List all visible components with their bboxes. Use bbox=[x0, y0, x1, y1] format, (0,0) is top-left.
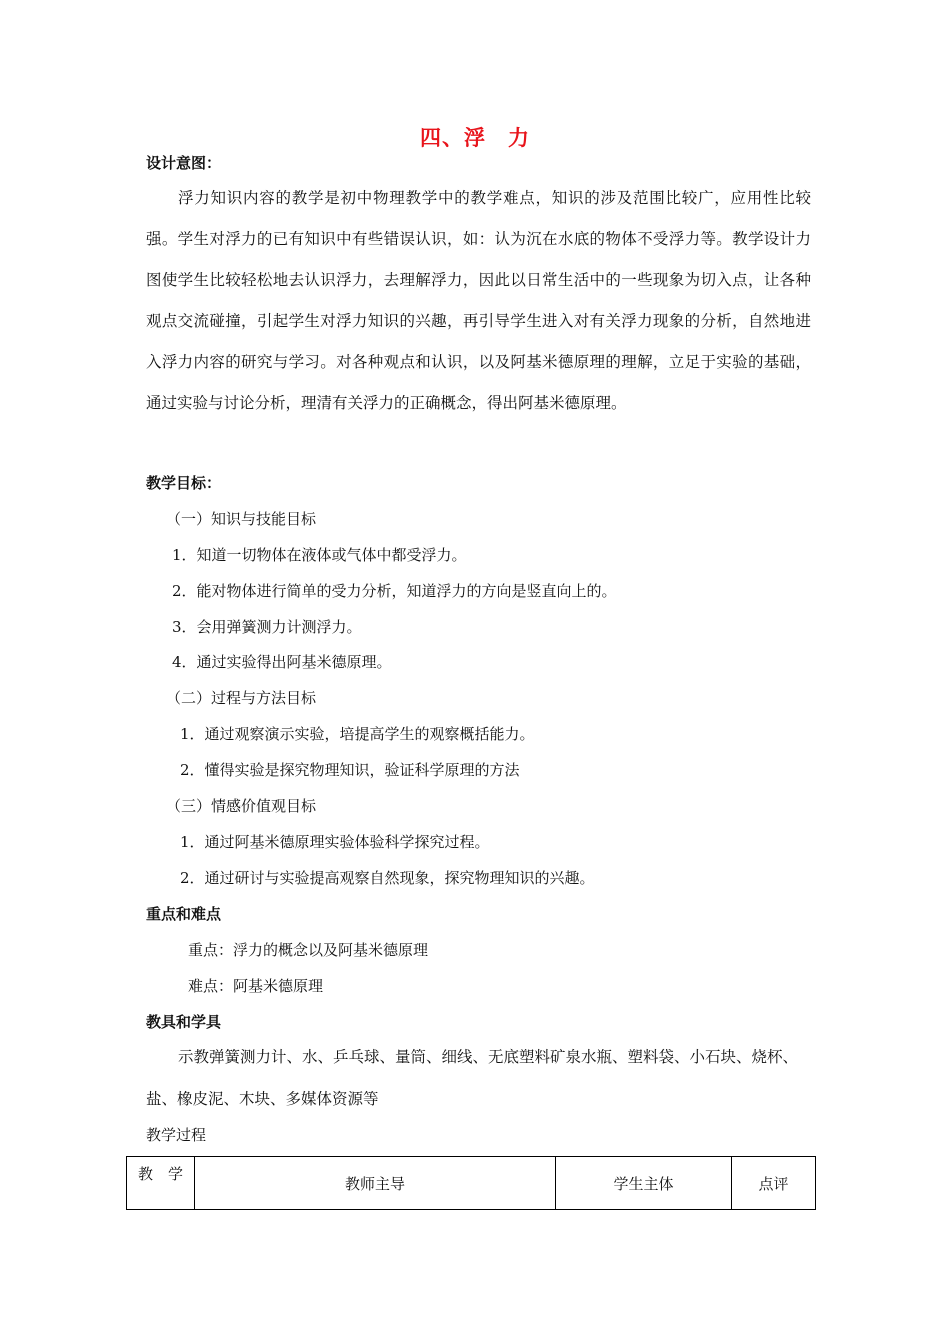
key-point-difficulty: 难点：阿基米德原理 bbox=[188, 977, 324, 995]
objective-item: 2．懂得实验是探究物理知识，验证科学原理的方法 bbox=[180, 761, 520, 779]
objectives-heading: 教学目标： bbox=[146, 474, 222, 492]
table-row bbox=[127, 1157, 816, 1210]
objective-item: 2．通过研讨与实验提高观察自然现象，探究物理知识的兴趣。 bbox=[180, 869, 595, 887]
objective-item: 1．通过观察演示实验，培提高学生的观察概括能力。 bbox=[180, 725, 535, 743]
design-intent-paragraph: 浮力知识内容的教学是初中物理教学中的教学难点，知识的涉及范围比较广，应用性比较强。学生对浮力的已有知识中有些错误认识，如：认为沉在水底的物体不受浮力等。教学设计力图使学生比较轻松地去认识浮力，去理解浮力，因此以日常生活中的一些现象为切入点，让各种观点交流碰撞，引起学生对浮力知识的兴趣，再引导学生进入对有关浮力现象的分析，自然地进入浮力内容的研究与学习。对各种观点和认识，以及阿基米德原理的理解，立足于实验的基础，通过实验与讨论分析，理清有关浮力的正确概念，得出阿基米德原理。 bbox=[146, 189, 811, 412]
materials-heading: 教具和学具 bbox=[146, 1013, 222, 1031]
objective-section-title: （一）知识与技能目标 bbox=[166, 510, 317, 528]
table-header-cell: 教师主导 bbox=[195, 1157, 556, 1210]
objective-item: 2．能对物体进行简单的受力分析，知道浮力的方向是竖直向上的。 bbox=[172, 582, 617, 600]
table-header-cell: 教 学 bbox=[127, 1157, 195, 1210]
key-points-heading: 重点和难点 bbox=[146, 905, 222, 923]
design-intent-heading: 设计意图： bbox=[146, 154, 222, 172]
key-point-focus: 重点：浮力的概念以及阿基米德原理 bbox=[188, 941, 429, 959]
objective-item: 3．会用弹簧测力计测浮力。 bbox=[172, 618, 362, 636]
objective-section-title: （二）过程与方法目标 bbox=[166, 689, 317, 707]
table-header-cell: 点评 bbox=[732, 1157, 816, 1210]
materials-paragraph: 示教弹簧测力计、水、乒乓球、量筒、细线、无底塑料矿泉水瓶、塑料袋、小石块、烧杯、盐、橡皮泥、木块、多媒体资源等 bbox=[146, 1048, 799, 1108]
objective-item: 1．通过阿基米德原理实验体验科学探究过程。 bbox=[180, 833, 490, 851]
objective-section-title: （三）情感价值观目标 bbox=[166, 797, 317, 815]
process-heading: 教学过程 bbox=[146, 1126, 207, 1144]
page-title: 四、浮 力 bbox=[420, 126, 530, 150]
table-header-cell: 学生主体 bbox=[556, 1157, 732, 1210]
process-table bbox=[126, 1156, 816, 1210]
objective-item: 4．通过实验得出阿基米德原理。 bbox=[172, 653, 392, 671]
objective-item: 1．知道一切物体在液体或气体中都受浮力。 bbox=[172, 546, 467, 564]
